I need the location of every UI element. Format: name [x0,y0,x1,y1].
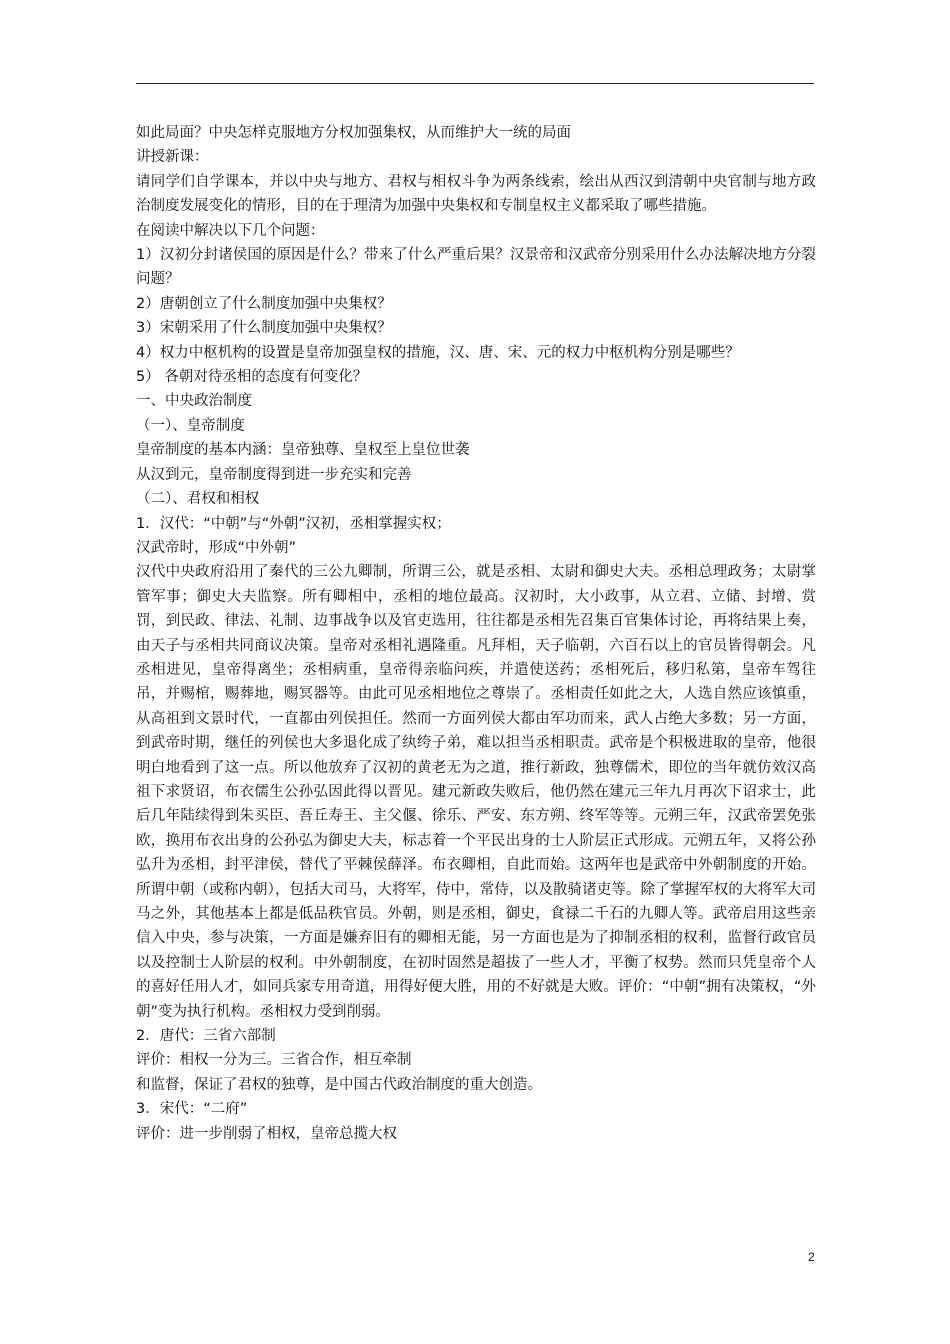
question-5: 5） 各朝对待丞相的态度有何变化？ [136,369,368,386]
text-line: 3．宋代：“二府” [136,1101,248,1118]
text-line: 2．唐代：三省六部制 [136,1028,276,1045]
document-body [136,121,816,1146]
text-line: 1．汉代：“中朝”与“外朝”汉初，丞相掌握实权； [136,515,451,532]
subsection-heading: （二）、君权和相权 [136,491,260,508]
subsection-heading: （一）、皇帝制度 [136,417,245,434]
text-line: 评价：进一步削弱了相权，皇帝总揽大权 [136,1125,397,1142]
paragraph: 请同学们自学课本，并以中央与地方、君权与相权斗争为两条线索，绘出从西汉到清朝中央官制与地方政治制度发展变化的情形，目的在于理清为加强中央集权和专制皇权主义都采取了哪些措施。 [136,173,816,215]
header-rule [136,83,814,84]
text-line: 在阅读中解决以下几个问题： [136,222,325,239]
page-number: 2 [808,1250,815,1264]
text-line: 评价：相权一分为三。三省合作，相互牵制 [136,1052,412,1069]
text-line: 从汉到元，皇帝制度得到进一步充实和完善 [136,466,412,483]
text-line: 如此局面？中央怎样克服地方分权加强集权，从而维护大一统的局面 [136,125,571,141]
section-heading: 一、中央政治制度 [136,393,252,410]
text-line: 皇帝制度的基本内涵：皇帝独尊、皇权至上皇位世袭 [136,442,470,459]
text-line: 讲授新课： [136,149,209,166]
question-4: 4）权力中枢机构的设置是皇帝加强皇权的措施，汉、唐、宋、元的权力中枢机构分别是哪些？ [136,344,740,361]
text-line: 和监督，保证了君权的独尊，是中国古代政治制度的重大创造。 [136,1076,542,1093]
question-3: 3）宋朝采用了什么制度加强中央集权？ [136,320,392,337]
text-line: 汉武帝时，形成“中外朝” [136,539,297,556]
paragraph: 汉代中央政府沿用了秦代的三公九卿制，所谓三公，就是丞相、太尉和御史大夫。丞相总理政务；太尉掌管军事；御史大夫监察。所有卿相中，丞相的地位最高。汉初时，大小政事，从立君、立储、封增、赏罚，到民政、律法、礼制、边事战争以及官吏选用，往往都是丞相先召集百官集体讨论，再将结果上奏，由天子与丞相共同商议决策。皇帝对丞相礼遇隆重。凡拜相，天子临朝，六百石以上的官员皆得朝会。凡丞相进见，皇帝得离坐；丞相病重，皇帝得亲临问疾，并遣使送药；丞相死后，移归私第，皇帝车驾往吊，并赐棺，赐葬地，赐冥器等。由此可见丞相地位之尊崇了。丞相责任如此之大，人选自然应该慎重，从高祖到文景时代，一直都由列侯担任。然而一方面列侯大都由军功而来，武人占绝大多数；另一方面，到武帝时期，继任的列侯也大多退化成了纨绔子弟，难以担当丞相职责。武帝是个积极进取的皇帝，他很明白地看到了这一点。所以他放弃了汉初的黄老无为之道，推行新政，独尊儒术，即位的当年就仿效汉高祖下求贤诏，布衣儒生公孙弘因此得以晋见。建元新政失败后，他仍然在建元三年九月再次下诏求士，此后几年陆续得到朱买臣、吾丘寿王、主父偃、徐乐、严安、东方朔、终军等等。元朔三年，汉武帝罢免张欧，换用布衣出身的公孙弘为御史大夫，标志着一个平民出身的士人阶层正式形成。元朔五年，又将公孙弘升为丞相，封平津侯，替代了平棘侯薛泽。布衣卿相，自此而始。这两年也是武帝中外朝制度的开始。所谓中朝（或称内朝），包括大司马，大将军，侍中，常侍，以及散骑诸吏等。除了掌握军权的大将军大司马之外，其他基本上都是低品秩官员。外朝，则是丞相，御史，食禄二千石的九卿人等。武帝启用这些亲信入中央，参与决策，一方面是嫌弃旧有的卿相无能，另一方面也是为了抑制丞相的权利，监督行政官员以及控制士人阶层的权利。中外朝制度，在初时固然是超拔了一些人才，平衡了权势。然而只凭皇帝个人的喜好任用人才，如同兵家专用奇道，用得好便大胜，用的不好就是大败。评价：“中朝”拥有决策权，“外朝”变为执行机构。丞相权力受到削弱。 [136,564,816,1020]
question-2: 2）唐朝创立了什么制度加强中央集权？ [136,295,392,312]
question-1: 1）汉初分封诸侯国的原因是什么？带来了什么严重后果？汉景帝和汉武帝分别采用什么办法解决地方分裂问题？ [136,247,816,288]
